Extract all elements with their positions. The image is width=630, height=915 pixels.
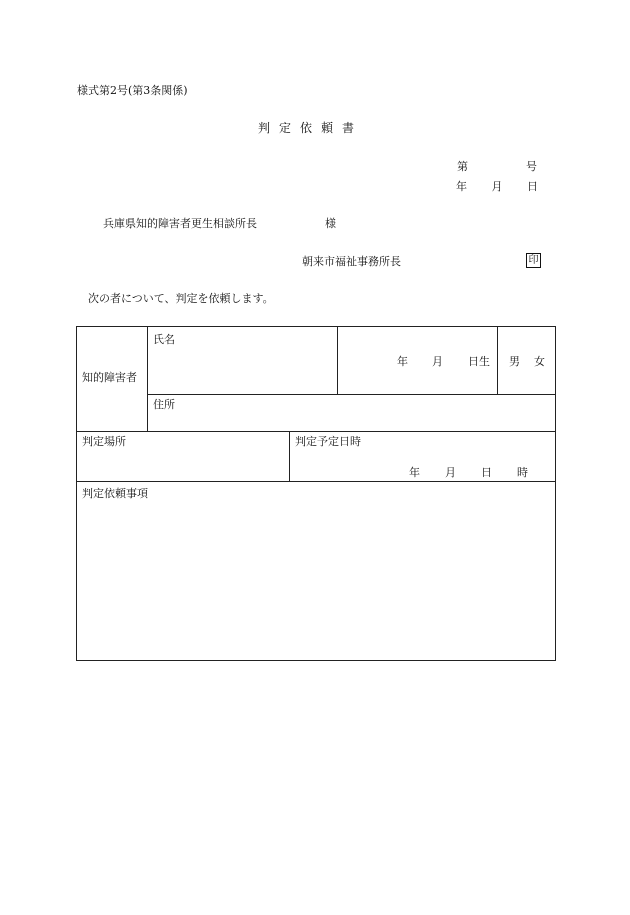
divider <box>337 327 338 394</box>
issue-date-year: 年 <box>456 180 467 193</box>
sex-male: 男 <box>509 355 520 368</box>
divider <box>289 431 290 481</box>
issue-date-month: 月 <box>491 180 503 193</box>
form-number: 様式第2号(第3条関係) <box>77 84 188 97</box>
intro-text: 次の者について、判定を依頼します。 <box>88 292 274 305</box>
schedule-day: 日 <box>481 466 492 479</box>
sex-female: 女 <box>534 355 545 368</box>
divider <box>148 394 555 395</box>
place-label: 判定場所 <box>82 435 126 448</box>
reference-suffix: 号 <box>526 160 537 173</box>
document-title: 判定依頼書 <box>258 121 364 135</box>
schedule-hour: 時 <box>517 466 528 479</box>
addressee-honorific: 様 <box>325 217 336 230</box>
birth-day: 日生 <box>468 355 490 368</box>
request-form-table <box>76 326 556 661</box>
reference-prefix: 第 <box>457 160 468 173</box>
divider <box>497 327 498 394</box>
name-label: 氏名 <box>153 333 175 346</box>
sender-name: 朝来市福祉事務所長 <box>302 255 401 268</box>
birth-year: 年 <box>397 355 408 368</box>
seal-stamp-box: 印 <box>526 253 541 268</box>
schedule-month: 月 <box>445 466 456 479</box>
issue-date-day: 日 <box>527 180 538 193</box>
divider <box>77 481 555 482</box>
divider <box>77 431 555 432</box>
birth-month: 月 <box>432 355 443 368</box>
issue-date <box>456 180 538 193</box>
address-label: 住所 <box>153 398 175 411</box>
person-label: 知的障害者 <box>82 371 137 384</box>
schedule-year: 年 <box>409 466 420 479</box>
addressee-name: 兵庫県知的障害者更生相談所長 <box>103 217 257 230</box>
divider <box>147 327 148 431</box>
matters-label: 判定依頼事項 <box>82 487 148 500</box>
schedule-label: 判定予定日時 <box>295 435 361 448</box>
